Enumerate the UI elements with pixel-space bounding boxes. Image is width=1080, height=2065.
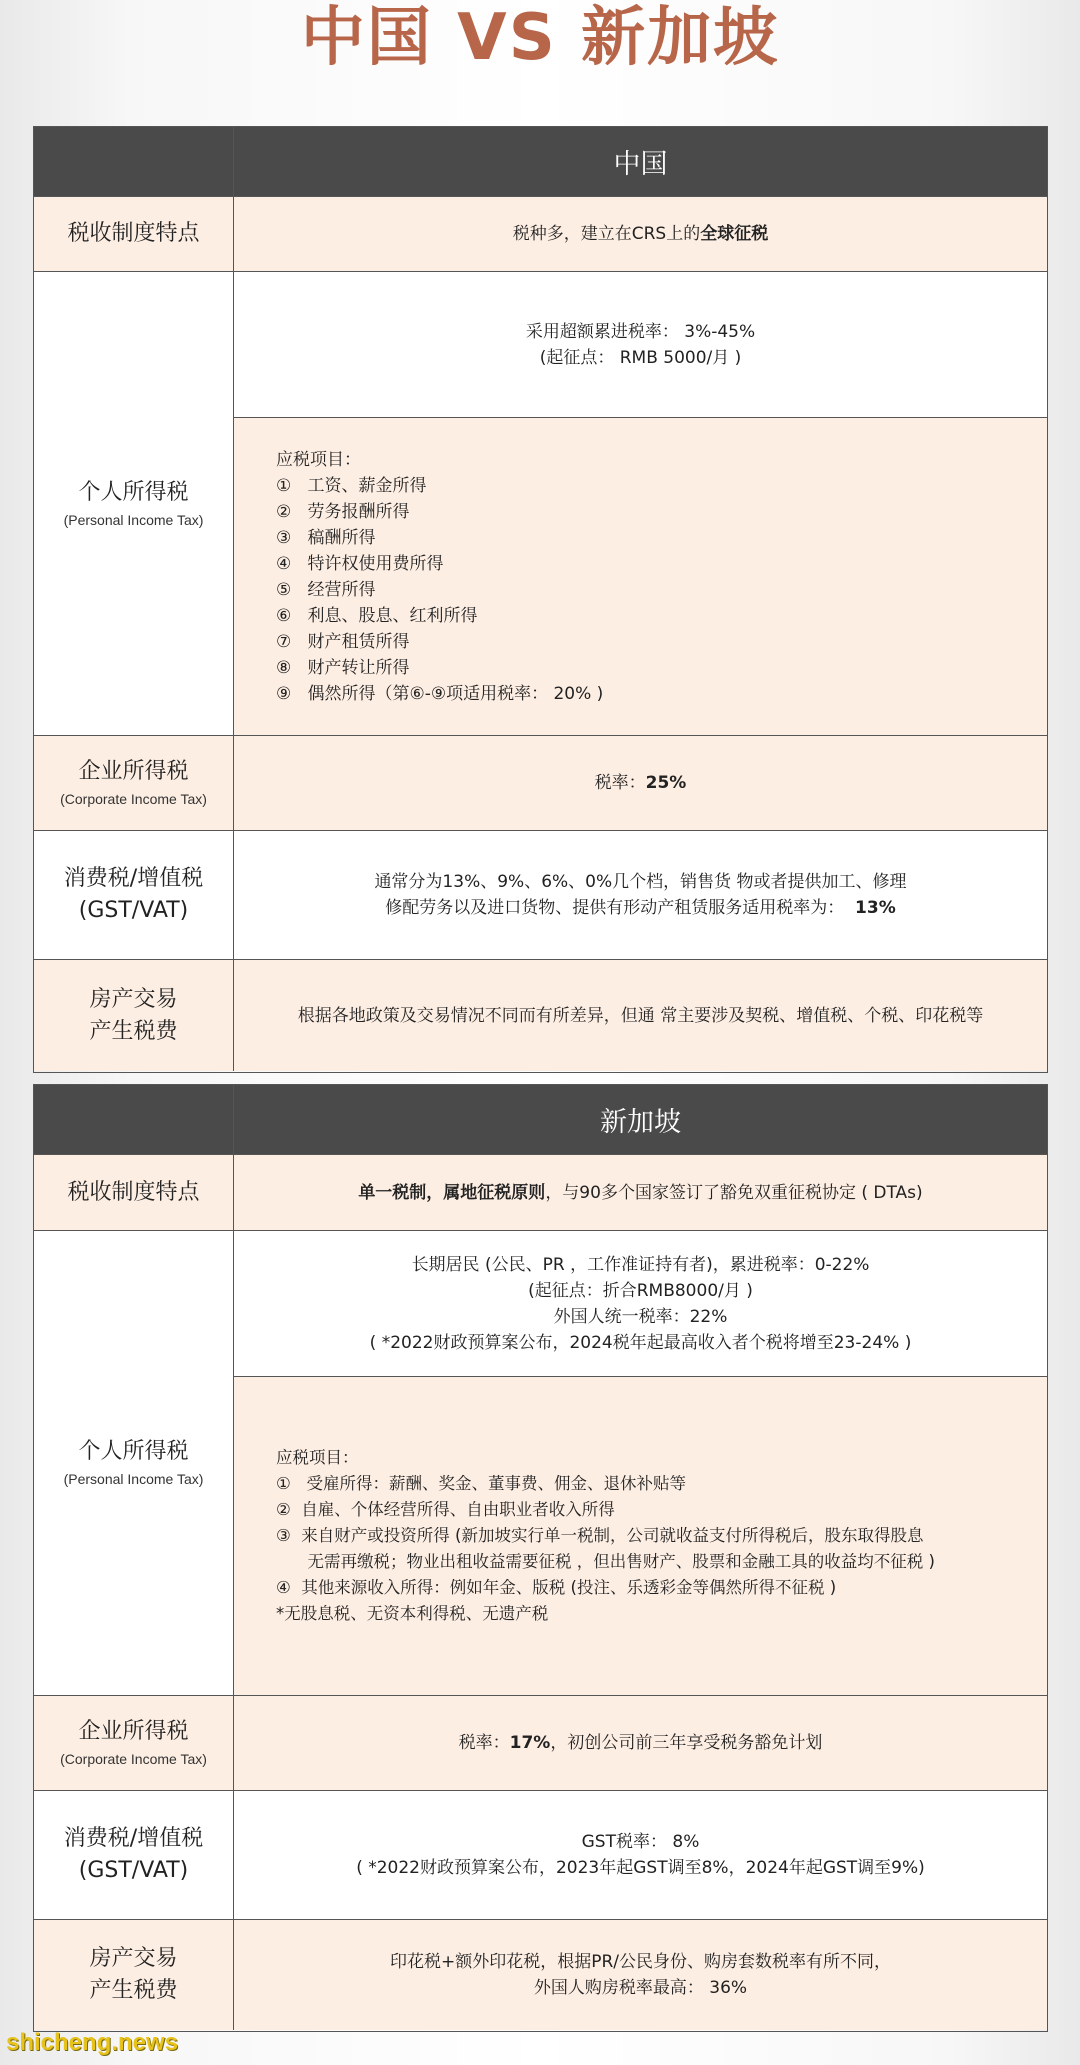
row-label-text: 房产交易 [89,986,178,1012]
row-label-text: 企业所得税 [78,1719,189,1744]
list-item: ④ 特许权使用费所得 [276,553,444,574]
list-item: ① 受雇所得：薪酬、奖金、董事费、佣金、退休补贴等 [276,1474,687,1493]
row-label-text: 产生税费 [89,1978,178,2003]
row-label-text: 个人所得税 [78,1439,189,1464]
personal-income-tax-row [34,1231,1047,1696]
row-label [34,272,234,735]
list-item: 应税项目： [276,1448,359,1467]
row-label [34,1920,234,2030]
property-tax-row [34,1920,1047,2030]
property-tax-row [34,960,1047,1071]
property-tax-text [234,1920,1047,2030]
list-item: ⑤ 经营所得 [276,579,376,600]
row-label [34,831,234,959]
row-label-english: (Corporate Income Tax) [60,1751,207,1767]
row-label-english: (GST/VAT) [78,1858,189,1883]
tax-system-text [234,197,1047,271]
rate-line: 外国人统一税率：22% [553,1306,728,1327]
site-watermark: shicheng.news [6,2029,179,2056]
row-label [34,197,234,271]
header-empty-cell [34,1085,234,1154]
taxable-items-list [234,418,1047,735]
gst-text [234,831,1047,959]
text-fragment: ，初创公司前三年享受税务豁免计划 [550,1733,823,1753]
row-label-text: 产生税费 [89,1018,178,1044]
bold-text: 全球征税 [700,224,769,244]
row-label [34,1696,234,1790]
list-item: 无需再缴税；物业出租收益需要征税 ，但出售财产、股票和金融工具的收益均不征税 ) [276,1552,935,1571]
rate-line: 采用超额累进税率： 3%-45% [525,321,756,342]
rate-line: ( *2022财政预算案公布，2024税年起最高收入者个税将增至23-24% ) [369,1332,912,1353]
page-title: 中国 VS 新加坡 [300,1,780,75]
list-item: ⑧ 财产转让所得 [276,657,410,678]
rate-line: 长期居民 (公民、PR ，工作准证持有者)，累进税率：0-22% [411,1254,870,1275]
text-line: 外国人购房税率最高： 36% [533,1978,748,1998]
tax-system-row [34,197,1047,272]
tax-system-text [234,1155,1047,1230]
list-item: ④ 其他来源收入所得：例如年金、版税 (投注、乐透彩金等偶然所得不征税 ) [276,1578,837,1597]
text-fragment: 修配劳务以及进口货物、提供有形动产租赁服务适用税率为： [385,898,856,918]
country-header: 新加坡 [600,1107,681,1138]
rate-line: (起征点： RMB 5000/月 ) [539,347,742,368]
list-item: ① 工资、薪金所得 [276,475,427,496]
gst-text [234,1791,1047,1919]
text-fragment: 税率： [458,1733,510,1753]
list-item: ⑥ 利息、股息、红利所得 [276,605,478,626]
row-label-text: 消费税/增值税 [63,1826,204,1851]
text-line: GST税率： 8% [581,1832,700,1852]
row-label [34,1791,234,1919]
country-header: 中国 [613,149,668,180]
row-label-english: (Corporate Income Tax) [60,791,207,807]
list-item: ⑦ 财产租赁所得 [276,631,410,652]
list-item: ② 劳务报酬所得 [276,501,410,522]
tax-system-row [34,1155,1047,1231]
row-label [34,1155,234,1230]
row-label-text: 税收制度特点 [67,1179,200,1205]
rate-line: (起征点：折合RMB8000/月 ) [528,1280,753,1301]
text-fragment: 税种多，建立在CRS上的 [512,224,701,244]
list-item: 应税项目： [276,449,361,470]
table-header-row [34,1085,1047,1155]
row-label-english: (Personal Income Tax) [63,511,204,528]
header-empty-cell [34,127,234,196]
list-item: ③ 来自财产或投资所得 (新加坡实行单一税制，公司就收益支付所得税后，股东取得股息 [276,1526,924,1545]
personal-income-tax-row [34,272,1047,736]
gst-vat-row [34,831,1047,960]
tax-rate-cell [234,272,1047,418]
bold-text: 13% [855,898,896,918]
text-line: 印花税+额外印花税，根据PR/公民身份、购房套数税率有所不同， [389,1952,892,1972]
text-fragment: 税率： [594,773,646,793]
row-label-text: 企业所得税 [78,759,189,784]
row-label [34,1231,234,1695]
row-label [34,736,234,830]
list-item: ② 自雇、个体经营所得、自由职业者收入所得 [276,1500,615,1519]
property-tax-text: 根据各地政策及交易情况不同而有所差异，但通 常主要涉及契税、增值税、个税、印花税等 [297,1005,984,1026]
row-label-english: (GST/VAT) [78,898,189,923]
row-label-text: 房产交易 [89,1946,178,1971]
text-line: 通常分为13%、9%、6%、0%几个档，销售货 物或者提供加工、修理 [374,872,907,892]
china-tax-table [33,126,1048,1073]
taxable-items-list [234,1377,1047,1695]
table-header-row [34,127,1047,197]
list-item: ⑨ 偶然所得（第⑥-⑨项适用税率： 20% ) [276,683,604,704]
corporate-tax-text [234,1696,1047,1790]
list-item: ③ 稿酬所得 [276,527,376,548]
text-fragment: ，与90多个国家签订了豁免双重征税协定 ( DTAs) [545,1182,923,1203]
bold-text: 单一税制，属地征税原则 [358,1182,546,1203]
gst-vat-row [34,1791,1047,1920]
row-label-english: (Personal Income Tax) [63,1471,204,1487]
tax-rate-cell [234,1231,1047,1377]
singapore-tax-table [33,1084,1048,2032]
corporate-tax-text [234,736,1047,830]
bold-text: 25% [645,773,687,793]
corporate-tax-row [34,736,1047,831]
text-line: ( *2022财政预算案公布，2023年起GST调至8%，2024年起GST调至9%) [356,1858,925,1878]
row-label [34,960,234,1071]
bold-text: 17% [509,1733,551,1753]
row-label-text: 税收制度特点 [67,221,200,246]
list-item: *无股息税、无资本利得税、无遗产税 [276,1604,549,1623]
row-label-text: 消费税/增值税 [63,866,204,891]
corporate-tax-row [34,1696,1047,1791]
row-label-text: 个人所得税 [78,479,189,505]
